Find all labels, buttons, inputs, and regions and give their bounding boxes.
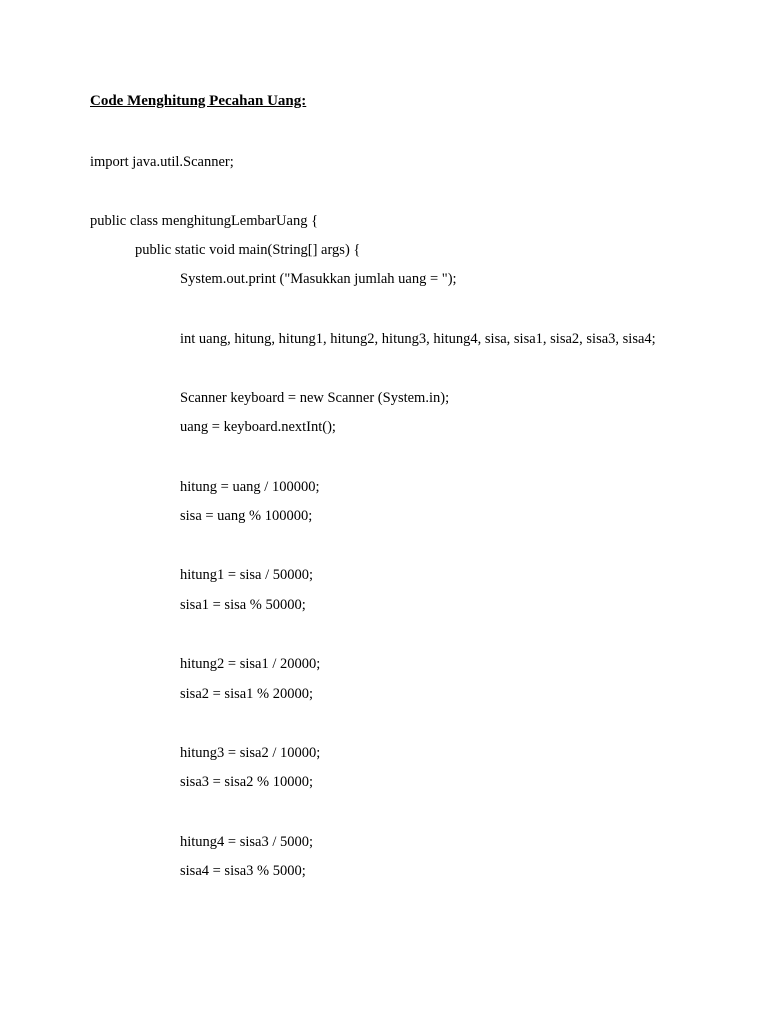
code-line-hitung3: hitung3 = sisa2 / 10000; <box>180 745 321 761</box>
code-line-import: import java.util.Scanner; <box>90 154 234 170</box>
code-line-hitung4: hitung4 = sisa3 / 5000; <box>180 834 314 850</box>
code-line-sisa2: sisa2 = sisa1 % 20000; <box>180 686 314 702</box>
document-title: Code Menghitung Pecahan Uang: <box>90 93 307 109</box>
code-line-sisa: sisa = uang % 100000; <box>180 508 313 524</box>
code-line-sisa4: sisa4 = sisa3 % 5000; <box>180 863 306 879</box>
code-line-sisa3: sisa3 = sisa2 % 10000; <box>180 774 314 790</box>
code-line-scanner-declaration: Scanner keyboard = new Scanner (System.in); <box>180 390 450 406</box>
code-line-hitung2: hitung2 = sisa1 / 20000; <box>180 656 321 672</box>
code-line-class-declaration: public class menghitungLembarUang { <box>90 213 319 229</box>
code-line-read-input: uang = keyboard.nextInt(); <box>180 419 336 435</box>
code-line-hitung: hitung = uang / 100000; <box>180 479 320 495</box>
code-line-hitung1: hitung1 = sisa / 50000; <box>180 567 314 583</box>
code-line-variable-declaration: int uang, hitung, hitung1, hitung2, hitung3, hitung4, sisa, sisa1, sisa2, sisa3, sisa4; <box>180 331 656 347</box>
code-line-sisa1: sisa1 = sisa % 50000; <box>180 597 306 613</box>
code-line-main-declaration: public static void main(String[] args) { <box>135 242 361 258</box>
code-line-print-prompt: System.out.print ("Masukkan jumlah uang = "); <box>180 271 457 287</box>
